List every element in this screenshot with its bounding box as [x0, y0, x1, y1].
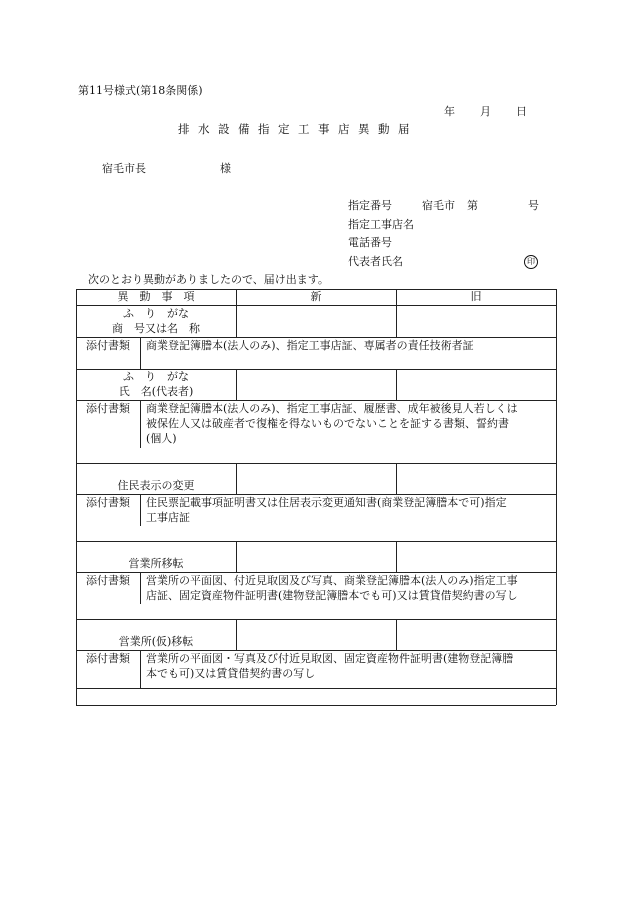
section3-attach-line2: 工事店証 [146, 511, 190, 524]
section1-attach-label: 添付書類 [86, 339, 130, 352]
seal-icon: 印 [524, 255, 538, 269]
section4-attach-line1: 営業所の平面図、付近見取図及び写真、商業登記簿謄本(法人のみ)指定工事 [146, 574, 518, 587]
date-year: 年 [444, 105, 455, 118]
form-number: 第11号様式(第18条関係) [78, 84, 203, 97]
phone-label: 電話番号 [348, 236, 392, 249]
header-new: 新 [310, 290, 322, 303]
section5-attach-line2: 本でも可)又は賃貸借契約書の写し [146, 667, 316, 680]
section2-furigana: ふ り がな [123, 370, 189, 383]
page-title: 排水設備指定工事店異動届 [178, 122, 418, 136]
section5-attach-label: 添付書類 [86, 652, 130, 665]
section4-label: 営業所移転 [128, 557, 184, 570]
section2-label: 氏 名(代表者) [118, 385, 194, 398]
section4-attach-line2: 店証、固定資産物件証明書(建物登記簿謄本でも可)又は賃貸借契約書の写し [146, 589, 518, 602]
section5-attach-line1: 営業所の平面図・写真及び付近見取図、固定資産物件証明書(建物登記簿謄 [146, 652, 514, 665]
section5-label: 営業所(仮)移転 [118, 635, 194, 648]
section3-label: 住民表示の変更 [117, 479, 195, 492]
section2-attach-line1: 商業登記簿謄本(法人のみ)、指定工事店証、履歴書、成年被後見人若しくは [146, 402, 518, 415]
header-item: 異 動 事 項 [117, 290, 195, 303]
seal-mark [524, 255, 538, 269]
intro-text: 次のとおり異動がありましたので、届け出ます。 [88, 273, 329, 286]
designation-label: 指定番号 [348, 199, 392, 212]
recipient-honorific: 様 [220, 162, 231, 175]
date-month: 月 [480, 105, 491, 118]
section3-attach-line1: 住民票記載事項証明書又は住居表示変更通知書(商業登記簿謄本で可)指定 [146, 496, 507, 509]
section2-attach-line2: 被保佐人又は破産者で復権を得ないものでないことを証する書類、誓約書 [146, 417, 509, 430]
designation-suffix: 号 [528, 199, 539, 212]
section1-attach-line1: 商業登記簿謄本(法人のみ)、指定工事店証、専属者の責任技術者証 [146, 339, 474, 352]
recipient-name: 宿毛市長 [102, 162, 146, 175]
section2-attach-label: 添付書類 [86, 402, 130, 415]
representative-label: 代表者氏名 [348, 255, 403, 268]
date-day: 日 [516, 105, 527, 118]
section3-attach-label: 添付書類 [86, 496, 130, 509]
section1-label: 商 号又は名 称 [112, 322, 200, 335]
designation-prefix: 第 [467, 199, 478, 212]
section4-attach-label: 添付書類 [86, 574, 130, 587]
section2-attach-line3: (個人) [146, 432, 177, 445]
header-old: 旧 [470, 290, 482, 303]
section1-furigana: ふ り がな [123, 307, 189, 320]
shop-name-label: 指定工事店名 [348, 218, 414, 231]
designation-city: 宿毛市 [422, 199, 455, 212]
